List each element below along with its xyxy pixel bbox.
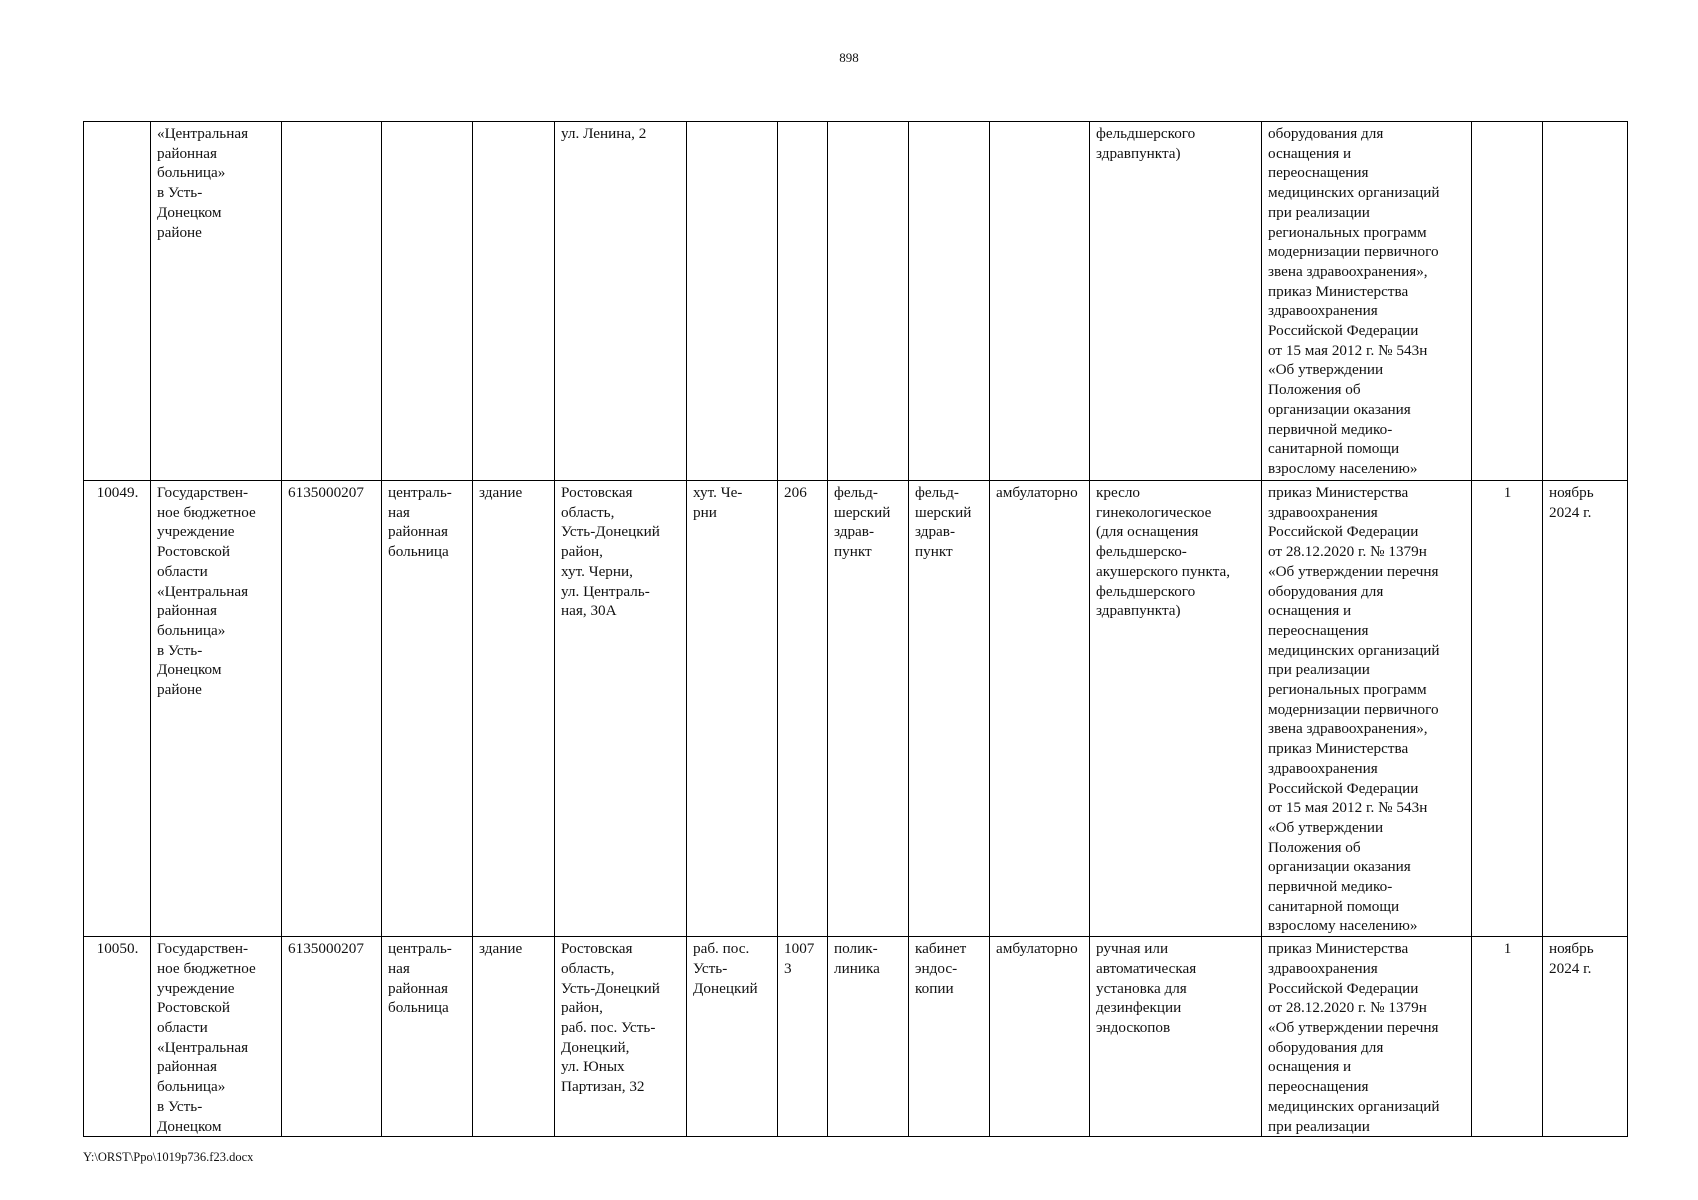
address-cell: Ростовская область, Усть-Донецкий район, раб. пос. Усть- Донецкий, ул. Юных Партизан, 32 bbox=[555, 937, 687, 1137]
room-cell: кабинет эндос- копии bbox=[909, 937, 990, 1137]
object-type-cell: здание bbox=[473, 937, 555, 1137]
date-cell bbox=[1543, 122, 1628, 481]
room-cell bbox=[909, 122, 990, 481]
care-condition-cell: амбулаторно bbox=[990, 481, 1090, 937]
row-number-cell: 10049. bbox=[84, 481, 151, 937]
organization-type-cell bbox=[382, 122, 473, 481]
equipment-cell: фельдшерского здравпункта) bbox=[1090, 122, 1262, 481]
row-number-cell: 10050. bbox=[84, 937, 151, 1137]
locality-cell: раб. пос. Усть- Донецкий bbox=[687, 937, 778, 1137]
quantity-cell: 1 bbox=[1472, 937, 1543, 1137]
code-cell bbox=[778, 122, 828, 481]
legal-basis-cell: приказ Министерства здравоохранения Российской Федерации от 28.12.2020 г. № 1379н «Об утверждении перечня оборудования для оснащения и переоснащения медицинских организаций при реализации bbox=[1262, 937, 1472, 1137]
unit-cell bbox=[828, 122, 909, 481]
locality-cell bbox=[687, 122, 778, 481]
code-cell: 1007 3 bbox=[778, 937, 828, 1137]
equipment-cell: кресло гинекологическое (для оснащения фельдшерско- акушерского пункта, фельдшерского здравпункта) bbox=[1090, 481, 1262, 937]
address-cell: ул. Ленина, 2 bbox=[555, 122, 687, 481]
inn-cell: 6135000207 bbox=[282, 937, 382, 1137]
equipment-cell: ручная или автоматическая установка для дезинфекции эндоскопов bbox=[1090, 937, 1262, 1137]
register-table bbox=[83, 121, 1628, 1137]
organization-cell: «Центральная районная больница» в Усть- Донецком районе bbox=[151, 122, 282, 481]
organization-type-cell: централь- ная районная больница bbox=[382, 937, 473, 1137]
code-cell: 206 bbox=[778, 481, 828, 937]
care-condition-cell: амбулаторно bbox=[990, 937, 1090, 1137]
legal-basis-cell: приказ Министерства здравоохранения Российской Федерации от 28.12.2020 г. № 1379н «Об утверждении перечня оборудования для оснащения и переоснащения медицинских организаций при реализации региональных программ модернизации первичного звена здравоохранения», приказ Министерства здравоохранения Российской Федерации от 15 мая 2012 г. № 543н «Об утверждении Положения об организации оказания первичной медико- санитарной помощи взрослому населению» bbox=[1262, 481, 1472, 937]
object-type-cell: здание bbox=[473, 481, 555, 937]
organization-type-cell: централь- ная районная больница bbox=[382, 481, 473, 937]
page-number: 898 bbox=[839, 50, 859, 65]
inn-cell bbox=[282, 122, 382, 481]
organization-cell: Государствен- ное бюджетное учреждение Ростовской области «Центральная районная больница» в Усть- Донецком районе bbox=[151, 481, 282, 937]
inn-cell: 6135000207 bbox=[282, 481, 382, 937]
care-condition-cell bbox=[990, 122, 1090, 481]
legal-basis-cell: оборудования для оснащения и переоснащения медицинских организаций при реализации региональных программ модернизации первичного звена здравоохранения», приказ Министерства здравоохранения Российской Федерации от 15 мая 2012 г. № 543н «Об утверждении Положения об организации оказания первичной медико- санитарной помощи взрослому населению» bbox=[1262, 122, 1472, 481]
table-row bbox=[84, 122, 1628, 481]
row-number-cell bbox=[84, 122, 151, 481]
table-row bbox=[84, 481, 1628, 937]
quantity-cell bbox=[1472, 122, 1543, 481]
address-cell: Ростовская область, Усть-Донецкий район, хут. Черни, ул. Централь- ная, 30А bbox=[555, 481, 687, 937]
unit-cell: полик- линика bbox=[828, 937, 909, 1137]
date-cell: ноябрь 2024 г. bbox=[1543, 937, 1628, 1137]
organization-cell: Государствен- ное бюджетное учреждение Ростовской области «Центральная районная больница» в Усть- Донецком bbox=[151, 937, 282, 1137]
locality-cell: хут. Че- рни bbox=[687, 481, 778, 937]
footer-file-path: Y:\ORST\Ppo\1019p736.f23.docx bbox=[83, 1150, 254, 1164]
object-type-cell bbox=[473, 122, 555, 481]
date-cell: ноябрь 2024 г. bbox=[1543, 481, 1628, 937]
quantity-cell: 1 bbox=[1472, 481, 1543, 937]
room-cell: фельд- шерский здрав- пункт bbox=[909, 481, 990, 937]
unit-cell: фельд- шерский здрав- пункт bbox=[828, 481, 909, 937]
table-row bbox=[84, 937, 1628, 1137]
